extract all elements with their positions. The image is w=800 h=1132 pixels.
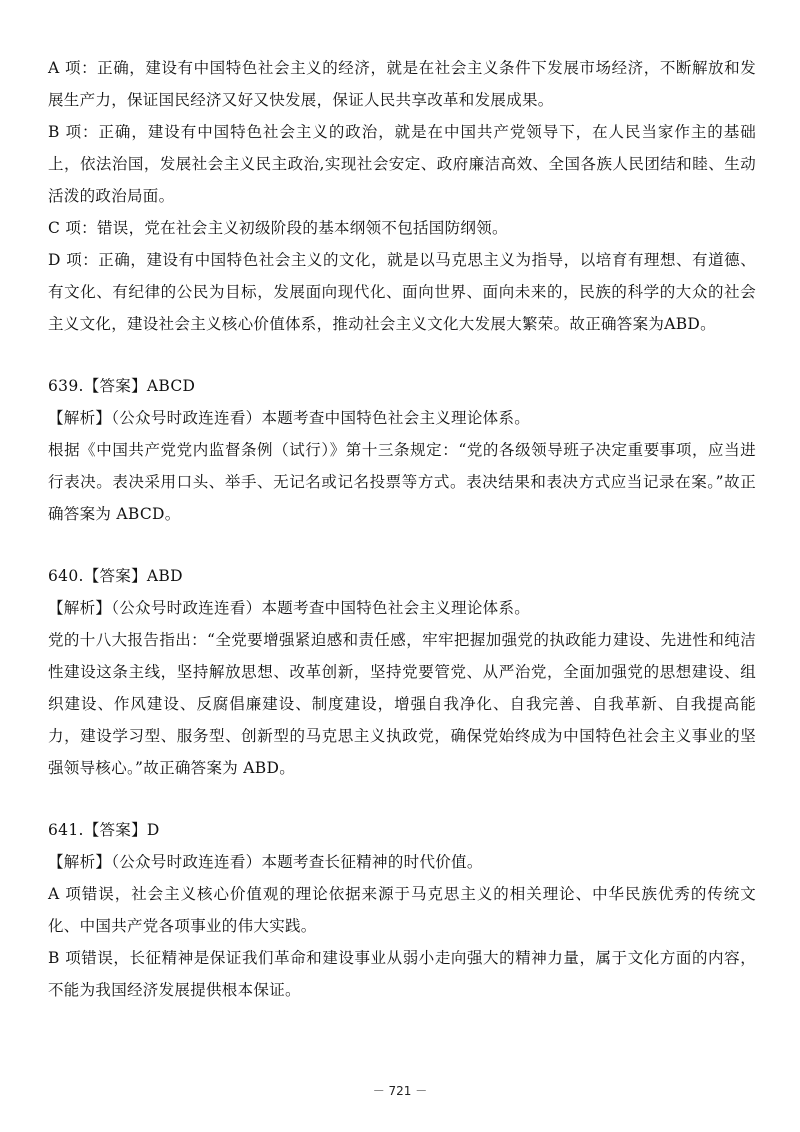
section-gap: [48, 530, 756, 560]
paragraph-option-a: A 项：正确，建设有中国特色社会主义的经济，就是在社会主义条件下发展市场经济，不断解放和发展生产力，保证国民经济又好又快发展，保证人民共享改革和发展成果。: [48, 59, 756, 109]
q641-analysis: 【解析】（公众号时政连连看）本题考查长征精神的时代价值。: [48, 853, 483, 871]
q639-answer: 639.【答案】ABCD: [48, 377, 196, 395]
q641-option-a: A 项错误，社会主义核心价值观的理论依据来源于马克思主义的相关理论、中华民族优秀的传统文化、中国共产党各项事业的伟大实践。: [48, 885, 756, 935]
section-gap: [48, 340, 756, 370]
paragraph-option-d: D 项：正确，建设有中国特色社会主义的文化，就是以马克思主义为指导，以培育有理想、有道德、有文化、有纪律的公民为目标，发展面向现代化、面向世界、面向未来的，民族的科学的大众的社会主义文化，建设社会主义核心价值体系，推动社会主义文化大发展大繁荣。故正确答案为ABD。: [48, 251, 756, 333]
q640-body: 党的十八大报告指出：“全党要增强紧迫感和责任感，牢牢把握加强党的执政能力建设、先进性和纯洁性建设这条主线，坚持解放思想、改革创新，坚持党要管党、从严治党，全面加强党的思想建设、组织建设、作风建设、反腐倡廉建设、制度建设，增强自我净化、自我完善、自我革新、自我提高能力，建设学习型、服务型、创新型的马克思主义执政党，确保党始终成为中国特色社会主义事业的坚强领导核心。”故正确答案为 ABD。: [48, 631, 756, 777]
q640-answer: 640.【答案】ABD: [48, 567, 183, 585]
paragraph-option-c: C 项：错误，党在社会主义初级阶段的基本纲领不包括国防纲领。: [48, 219, 508, 237]
document-page: [48, 52, 756, 1006]
q639-analysis: 【解析】（公众号时政连连看）本题考查中国特色社会主义理论体系。: [48, 409, 531, 427]
paragraph-option-b: B 项：正确，建设有中国特色社会主义的政治，就是在中国共产党领导下，在人民当家作主的基础上，依法治国，发展社会主义民主政治,实现社会安定、政府廉洁高效、全国各族人民团结和睦、生动活泼的政治局面。: [48, 123, 756, 205]
q641-answer: 641.【答案】D: [48, 821, 160, 839]
section-gap: [48, 784, 756, 814]
page-number: － 721 －: [372, 1084, 428, 1098]
q641-option-b: B 项错误，长征精神是保证我们革命和建设事业从弱小走向强大的精神力量，属于文化方面的内容，不能为我国经济发展提供根本保证。: [48, 949, 756, 999]
q639-body: 根据《中国共产党党内监督条例（试行）》第十三条规定：“党的各级领导班子决定重要事项，应当进行表决。表决采用口头、举手、无记名或记名投票等方式。表决结果和表决方式应当记录在案。”故正确答案为 ABCD。: [48, 441, 756, 523]
q640-analysis: 【解析】（公众号时政连连看）本题考查中国特色社会主义理论体系。: [48, 599, 531, 617]
